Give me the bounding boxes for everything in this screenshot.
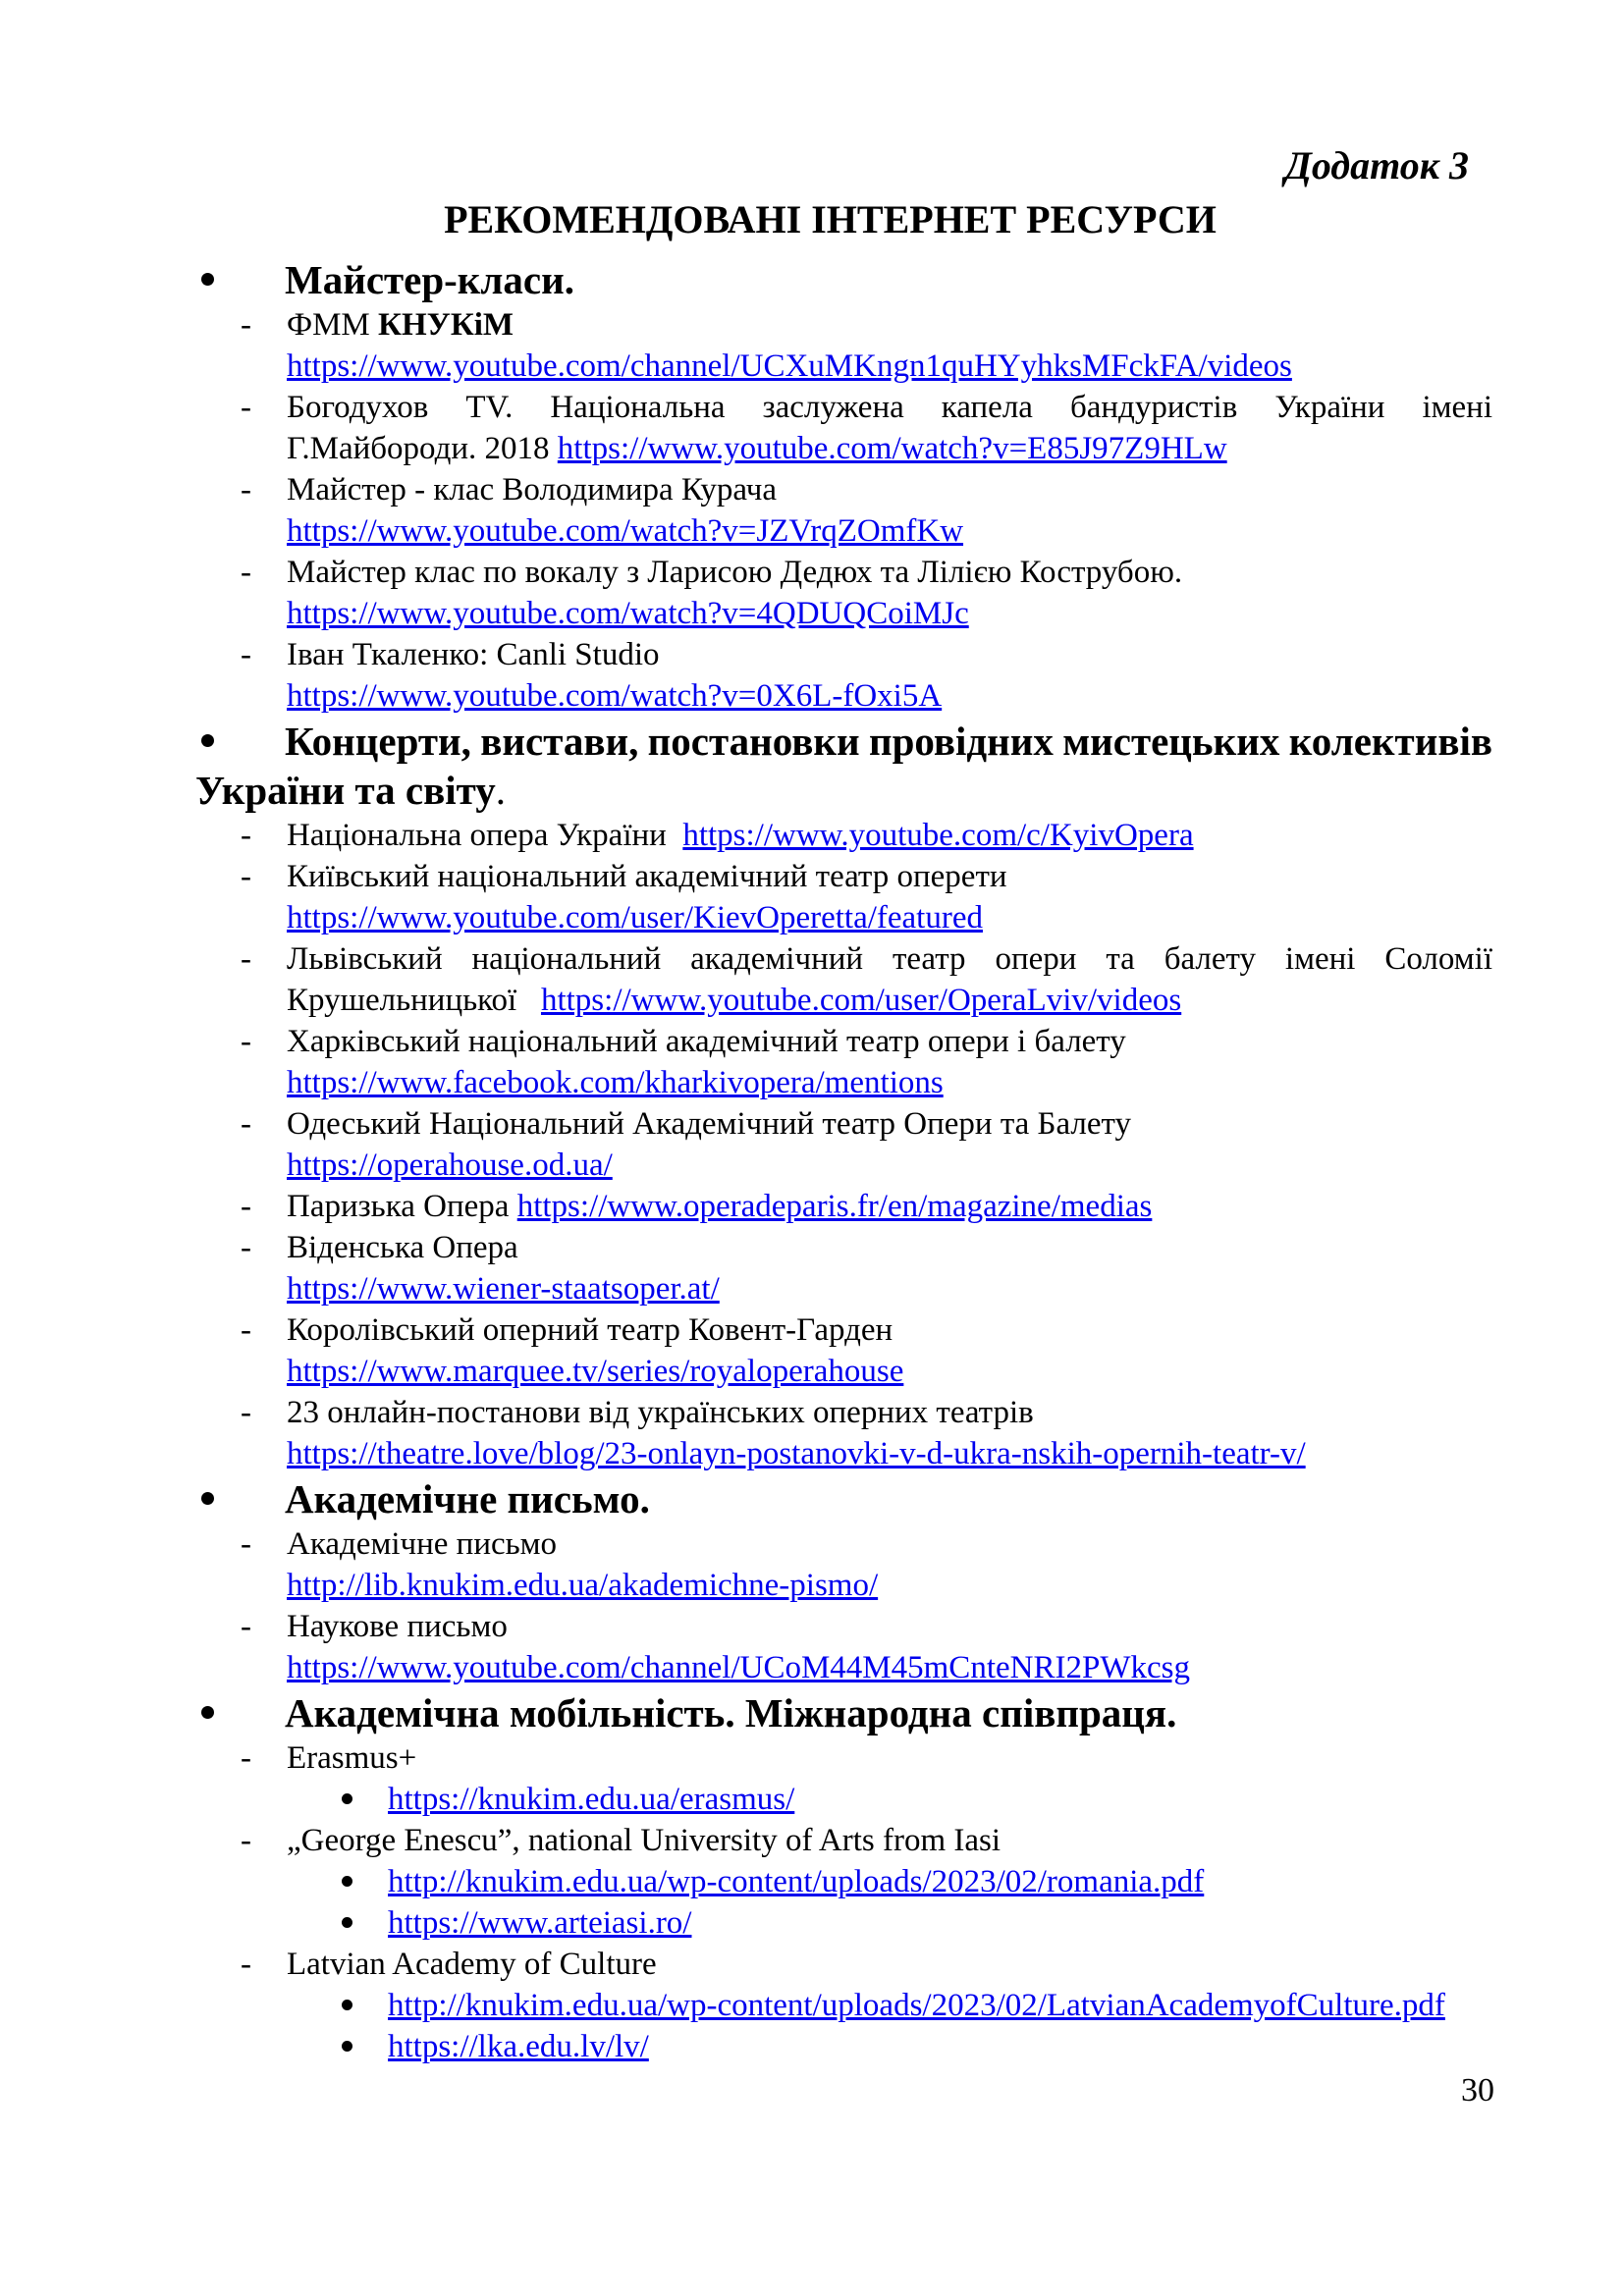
dash-icon: - <box>241 1395 251 1430</box>
text-run: Академічна мобільність. Міжнародна співпраця. <box>285 1690 1177 1735</box>
text-run: Erasmus+ <box>287 1740 417 1776</box>
hyperlink[interactable]: http://knukim.edu.ua/wp-content/uploads/2023/02/romania.pdf <box>388 1864 1205 1899</box>
text-run: Наукове письмо <box>287 1609 508 1644</box>
text-line <box>287 1737 1492 1779</box>
text-line <box>287 1351 1492 1392</box>
list-row <box>133 255 1492 304</box>
dash-icon: - <box>241 818 251 853</box>
list-row <box>133 469 1492 510</box>
bullet-icon <box>201 1492 214 1505</box>
text-line <box>287 1433 1492 1474</box>
text-line <box>287 1268 1492 1309</box>
list-row <box>133 938 1492 980</box>
text-line <box>287 675 1492 717</box>
list-row <box>133 717 1492 766</box>
page-number: 30 <box>1461 2072 1494 2109</box>
text-line <box>285 1688 1492 1737</box>
dash-icon: - <box>241 307 251 343</box>
text-line <box>287 897 1492 938</box>
dash-icon: - <box>241 1609 251 1644</box>
dash-icon: - <box>241 472 251 507</box>
bullet-icon <box>342 1917 352 1928</box>
list-row <box>133 1820 1492 1861</box>
text-run: „George Enescu”, national University of Arts from Iasi <box>287 1823 1001 1858</box>
text-line <box>287 552 1492 593</box>
list-row <box>133 1944 1492 1985</box>
text-run: Іван Ткаленко: Canli Studio <box>287 637 660 672</box>
dash-icon: - <box>241 555 251 590</box>
text-line <box>388 2026 1492 2067</box>
dash-icon: - <box>241 637 251 672</box>
text-line <box>388 1985 1492 2026</box>
list-row <box>133 1309 1492 1351</box>
text-run: Академічне письмо <box>287 1526 558 1562</box>
text-line <box>287 469 1492 510</box>
text-run: Львівський національний академічний театр опери та балету імені Соломії <box>287 941 1492 977</box>
list-row <box>133 593 1492 634</box>
list-row <box>133 815 1492 856</box>
dash-icon: - <box>241 1106 251 1142</box>
hyperlink[interactable]: https://knukim.edu.ua/erasmus/ <box>388 1782 795 1817</box>
hyperlink[interactable]: https://www.youtube.com/watch?v=4QDUQCoiMJc <box>287 596 969 631</box>
hyperlink[interactable]: https://www.wiener-staatsoper.at/ <box>287 1271 720 1307</box>
list-row <box>133 1779 1492 1820</box>
list-row <box>133 428 1492 469</box>
text-line <box>287 1062 1492 1103</box>
text-line <box>388 1779 1492 1820</box>
list-row <box>133 766 1492 815</box>
dash-icon: - <box>241 1230 251 1265</box>
text-run: Національна опера України <box>287 818 683 853</box>
bullet-icon <box>201 1706 214 1719</box>
hyperlink[interactable]: http://knukim.edu.ua/wp-content/uploads/2023/02/LatvianAcademyofCulture.pdf <box>388 1988 1445 2023</box>
hyperlink[interactable]: http://lib.knukim.edu.ua/akademichne-pismo/ <box>287 1568 879 1603</box>
dash-icon: - <box>241 1024 251 1059</box>
list-row <box>133 1474 1492 1523</box>
bullet-icon <box>201 273 214 286</box>
text-line <box>287 1021 1492 1062</box>
dash-icon: - <box>241 1312 251 1348</box>
dash-icon: - <box>241 1740 251 1776</box>
text-line <box>287 428 1492 469</box>
list-row <box>133 510 1492 552</box>
dash-icon: - <box>241 1189 251 1224</box>
list-row <box>133 1565 1492 1606</box>
list-row <box>133 897 1492 938</box>
annex-label: Додаток 3 <box>1284 143 1469 187</box>
document-content <box>133 139 1492 2067</box>
list-row <box>133 1392 1492 1433</box>
text-line <box>287 593 1492 634</box>
dash-icon: - <box>241 941 251 977</box>
dash-icon: - <box>241 1526 251 1562</box>
list-row <box>133 1268 1492 1309</box>
list-row <box>133 552 1492 593</box>
text-line <box>287 938 1492 980</box>
text-run: Майстер - клас Володимира Курача <box>287 472 777 507</box>
hyperlink[interactable]: https://www.youtube.com/channel/UCoM44M45mCnteNRI2PWkcsg <box>287 1650 1190 1685</box>
text-line <box>287 1820 1492 1861</box>
text-line <box>287 856 1492 897</box>
list-row <box>133 1861 1492 1902</box>
text-line <box>287 1186 1492 1227</box>
dash-icon: - <box>241 1947 251 1982</box>
text-line <box>287 1227 1492 1268</box>
hyperlink[interactable]: https://www.facebook.com/kharkivopera/mentions <box>287 1065 944 1100</box>
list-row <box>133 1688 1492 1737</box>
bullet-icon <box>342 1793 352 1804</box>
document-list <box>133 255 1492 2067</box>
text-line <box>287 980 1492 1021</box>
bullet-icon <box>342 1876 352 1887</box>
text-line <box>287 1565 1492 1606</box>
text-line <box>287 510 1492 552</box>
text-line <box>285 255 1492 304</box>
list-row <box>133 1103 1492 1145</box>
hyperlink[interactable]: https://theatre.love/blog/23-onlayn-postanovki-v-d-ukra-nskih-opernih-teatr-v/ <box>287 1436 1306 1471</box>
list-row <box>133 1433 1492 1474</box>
text-run: Київський національний академічний театр оперети <box>287 859 1007 894</box>
text-line <box>287 1309 1492 1351</box>
text-line <box>287 1392 1492 1433</box>
dash-icon: - <box>241 1823 251 1858</box>
dash-icon: - <box>241 390 251 425</box>
text-run: 23 онлайн-постанови від українських оперних театрів <box>287 1395 1034 1430</box>
text-line <box>287 1606 1492 1647</box>
text-line <box>287 1647 1492 1688</box>
text-line <box>287 1523 1492 1565</box>
hyperlink[interactable]: https://www.youtube.com/c/KyivOpera <box>682 818 1194 853</box>
hyperlink[interactable]: https://operahouse.od.ua/ <box>287 1148 613 1183</box>
list-row <box>133 1351 1492 1392</box>
list-row <box>133 346 1492 387</box>
hyperlink[interactable]: https://lka.edu.lv/lv/ <box>388 2029 649 2064</box>
text-line <box>388 1861 1492 1902</box>
list-row <box>133 2026 1492 2067</box>
list-row <box>133 387 1492 428</box>
text-line <box>287 815 1492 856</box>
list-row <box>133 675 1492 717</box>
hyperlink[interactable]: https://www.youtube.com/user/OperaLviv/videos <box>540 983 1182 1018</box>
page-title: РЕКОМЕНДОВАНІ ІНТЕРНЕТ РЕСУРСИ <box>444 197 1217 241</box>
text-line <box>285 717 1492 766</box>
text-run: Майстер клас по вокалу з Ларисою Дедюх та Лілією Кострубою. <box>287 555 1183 590</box>
text-line <box>287 634 1492 675</box>
list-row <box>133 1523 1492 1565</box>
list-row <box>133 1902 1492 1944</box>
text-run: Майстер-класи. <box>285 257 575 302</box>
bullet-icon <box>342 2041 352 2052</box>
text-line <box>195 766 1492 815</box>
text-run: Віденська Опера <box>287 1230 518 1265</box>
text-run: Харківський національний академічний театр опери і балету <box>287 1024 1126 1059</box>
text-line <box>287 1944 1492 1985</box>
list-row <box>133 980 1492 1021</box>
hyperlink[interactable]: https://www.youtube.com/watch?v=0X6L-fOxi5A <box>287 678 943 714</box>
text-line <box>287 304 1492 346</box>
list-row <box>133 634 1492 675</box>
text-line <box>285 1474 1492 1523</box>
bullet-icon <box>342 2000 352 2010</box>
hyperlink[interactable]: https://www.youtube.com/watch?v=JZVrqZOmfKw <box>287 513 964 549</box>
text-run: Концерти, вистави, постановки провідних мистецьких колективів <box>285 719 1492 764</box>
dash-icon: - <box>241 859 251 894</box>
text-run: Крушельницької <box>287 983 541 1018</box>
text-run: КНУКіМ <box>378 307 514 343</box>
hyperlink[interactable]: https://www.operadeparis.fr/en/magazine/medias <box>516 1189 1153 1224</box>
text-run: Latvian Academy of Culture <box>287 1947 657 1982</box>
text-line <box>287 1145 1492 1186</box>
text-run: Одеський Національний Академічний театр Опери та Балету <box>287 1106 1132 1142</box>
list-row <box>133 1606 1492 1647</box>
text-run: Г.Майбороди. 2018 <box>287 431 558 466</box>
text-line <box>287 1103 1492 1145</box>
list-row <box>133 1647 1492 1688</box>
text-run: ФММ <box>287 307 379 343</box>
text-line <box>287 387 1492 428</box>
list-row <box>133 1985 1492 2026</box>
list-row <box>133 1062 1492 1103</box>
text-run: Богодухов TV. Національна заслужена капела бандуристів України імені <box>287 390 1492 425</box>
text-line <box>388 1902 1492 1944</box>
text-run: Королівський оперний театр Ковент-Гарден <box>287 1312 893 1348</box>
list-row <box>133 1737 1492 1779</box>
list-row <box>133 1227 1492 1268</box>
hyperlink[interactable]: https://www.marquee.tv/series/royaloperahouse <box>287 1354 904 1389</box>
bullet-icon <box>201 734 214 747</box>
list-row <box>133 856 1492 897</box>
text-run: . <box>495 768 507 813</box>
hyperlink[interactable]: https://www.arteiasi.ro/ <box>388 1905 692 1941</box>
text-run: Паризька Опера <box>287 1189 517 1224</box>
hyperlink[interactable]: https://www.youtube.com/channel/UCXuMKngn1quHYyhksMFckFA/videos <box>287 348 1292 384</box>
list-row <box>133 1021 1492 1062</box>
list-row <box>133 1186 1492 1227</box>
text-run: Академічне письмо. <box>285 1476 650 1522</box>
hyperlink[interactable]: https://www.youtube.com/user/KievOperetta/featured <box>287 900 983 935</box>
hyperlink[interactable]: https://www.youtube.com/watch?v=E85J97Z9HLw <box>557 431 1227 466</box>
text-run: України та світу <box>195 768 496 813</box>
text-line <box>287 346 1492 387</box>
list-row <box>133 304 1492 346</box>
list-row <box>133 1145 1492 1186</box>
